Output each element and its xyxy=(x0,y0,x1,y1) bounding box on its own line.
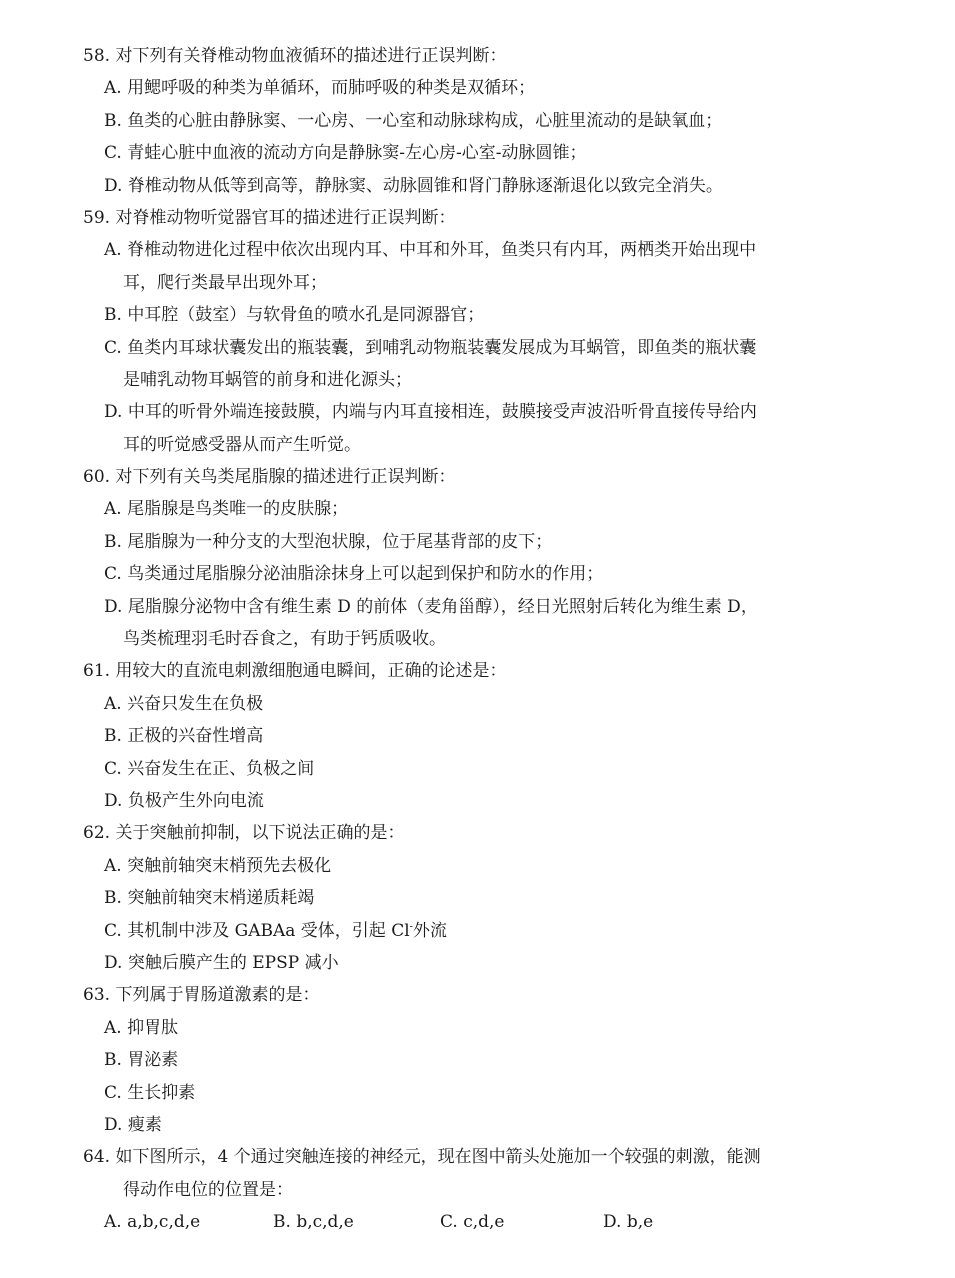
option-text: 鱼类的心脏由静脉窦、一心房、一心室和动脉球构成，心脏里流动的是缺氧血； xyxy=(127,110,723,131)
option-text: 中耳腔（鼓室）与软骨鱼的喷水孔是同源器官； xyxy=(127,305,485,326)
option xyxy=(83,526,843,558)
option-label: A. xyxy=(104,1017,122,1038)
option-text: 是哺乳动物耳蜗管的前身和进化源头； xyxy=(123,369,412,390)
option-text: 胃泌素 xyxy=(127,1050,179,1071)
option-text: 负极产生外向电流 xyxy=(127,790,264,811)
option xyxy=(83,332,843,364)
question-stem xyxy=(83,979,843,1011)
question-stem xyxy=(83,1141,843,1173)
option xyxy=(83,947,843,979)
question-number: 59. xyxy=(83,207,111,228)
option xyxy=(83,591,843,623)
option-label: C. xyxy=(104,564,122,585)
option xyxy=(83,170,843,202)
option-text: 中耳的听骨外端连接鼓膜，内端与内耳直接相连，鼓膜接受声波沿听骨直接传导给内 xyxy=(127,402,757,423)
option xyxy=(83,493,843,525)
question-61 xyxy=(83,655,843,817)
option xyxy=(83,1044,843,1076)
option-continuation xyxy=(83,429,843,461)
option-label: A. xyxy=(104,1212,122,1233)
question-64 xyxy=(83,1141,843,1238)
option-label: B. xyxy=(104,888,122,909)
question-number: 61. xyxy=(83,661,111,682)
option-label: B. xyxy=(104,110,122,131)
question-list xyxy=(83,40,843,1238)
option-text: 尾脂腺分泌物中含有维生素 D 的前体（麦角甾醇），经日光照射后转化为维生素 D， xyxy=(127,596,758,617)
option-label: C. xyxy=(104,1082,122,1103)
option-label: D. xyxy=(104,596,123,617)
option-text: b,c,d,e xyxy=(296,1212,354,1233)
option-text: a,b,c,d,e xyxy=(127,1212,201,1233)
option-label: D. xyxy=(603,1212,622,1233)
question-58 xyxy=(83,40,843,202)
option xyxy=(83,753,843,785)
option-text: 用鳃呼吸的种类为单循环，而肺呼吸的种类是双循环； xyxy=(127,78,536,99)
option-text: 瘦素 xyxy=(127,1114,162,1135)
question-62 xyxy=(83,817,843,979)
question-stem xyxy=(83,202,843,234)
option-text: 鱼类内耳球状囊发出的瓶装囊，到哺乳动物瓶装囊发展成为耳蜗管，即鱼类的瓶状囊 xyxy=(127,337,757,358)
option-text: 正极的兴奋性增高 xyxy=(127,726,264,747)
option xyxy=(83,915,843,947)
question-59 xyxy=(83,202,843,461)
option xyxy=(83,1109,843,1141)
option-label: A. xyxy=(104,240,122,261)
option xyxy=(83,137,843,169)
question-stem-text: 对脊椎动物听觉器官耳的描述进行正误判断： xyxy=(115,207,456,228)
question-stem-text: 对下列有关脊椎动物血液循环的描述进行正误判断： xyxy=(115,46,507,66)
option-text: 突触前轴突末梢递质耗竭 xyxy=(127,888,315,909)
option-text-after: 外流 xyxy=(413,920,448,941)
option xyxy=(83,1012,843,1044)
option xyxy=(83,850,843,882)
option-text: 鸟类梳理羽毛时吞食之，有助于钙质吸收。 xyxy=(123,629,446,650)
question-stem-text: 如下图所示，4 个通过突触连接的神经元，现在图中箭头处施加一个较强的刺激，能测 xyxy=(115,1147,761,1168)
question-60 xyxy=(83,461,843,655)
option-text: 脊椎动物从低等到高等，静脉窦、动脉圆锥和肾门静脉逐渐退化以致完全消失。 xyxy=(127,175,723,196)
option-text: 耳，爬行类最早出现外耳； xyxy=(123,272,327,293)
option-label: B. xyxy=(104,1050,122,1071)
option-label: D. xyxy=(104,175,123,196)
option-label: C. xyxy=(104,143,122,164)
option-text: c,d,e xyxy=(463,1212,505,1233)
answer-option xyxy=(104,1206,273,1238)
question-stem-text: 关于突触前抑制，以下说法正确的是： xyxy=(115,823,405,844)
answer-row xyxy=(83,1206,843,1238)
question-stem-text: 得动作电位的位置是： xyxy=(123,1179,293,1200)
option-label: B. xyxy=(273,1212,291,1233)
option xyxy=(83,688,843,720)
option xyxy=(83,299,843,331)
option-text: 突触前轴突末梢预先去极化 xyxy=(127,855,332,876)
option-text: 鸟类通过尾脂腺分泌油脂涂抹身上可以起到保护和防水的作用； xyxy=(127,564,604,585)
option-label: B. xyxy=(104,531,122,552)
option xyxy=(83,558,843,590)
option xyxy=(83,1077,843,1109)
option-label: D. xyxy=(104,952,123,973)
question-stem xyxy=(83,817,843,849)
option-text: 青蛙心脏中血液的流动方向是静脉窦-左心房-心室-动脉圆锥； xyxy=(127,143,587,164)
option-continuation xyxy=(83,623,843,655)
option-text: b,e xyxy=(626,1212,654,1233)
option-label: D. xyxy=(104,790,123,811)
option-label: A. xyxy=(104,78,122,99)
superscript: - xyxy=(409,920,414,932)
option-text: 兴奋只发生在负极 xyxy=(127,693,264,714)
option-label: D. xyxy=(104,402,123,423)
question-stem-continuation xyxy=(83,1174,843,1206)
option xyxy=(83,785,843,817)
question-number: 62. xyxy=(83,823,111,844)
option xyxy=(83,396,843,428)
option-label: A. xyxy=(104,499,122,520)
answer-option xyxy=(273,1206,440,1238)
option xyxy=(83,105,843,137)
question-stem xyxy=(83,461,843,493)
option-text: 兴奋发生在正、负极之间 xyxy=(127,758,315,779)
option-label: C. xyxy=(104,337,122,358)
answer-option xyxy=(440,1206,603,1238)
question-stem xyxy=(83,655,843,687)
option xyxy=(83,234,843,266)
option-label: C. xyxy=(440,1212,458,1233)
question-63 xyxy=(83,979,843,1141)
option-text: 其机制中涉及 GABAa 受体，引起 Cl xyxy=(127,920,410,941)
option-continuation xyxy=(83,364,843,396)
question-stem-text: 下列属于胃肠道激素的是： xyxy=(115,985,320,1006)
option-text: 耳的听觉感受器从而产生听觉。 xyxy=(123,434,361,455)
option-label: C. xyxy=(104,920,122,941)
option-label: C. xyxy=(104,758,122,779)
option-label: B. xyxy=(104,726,122,747)
option-label: D. xyxy=(104,1114,123,1135)
option-text: 突触后膜产生的 EPSP 减小 xyxy=(127,952,339,973)
question-number: 64. xyxy=(83,1147,111,1168)
option-text: 脊椎动物进化过程中依次出现内耳、中耳和外耳，鱼类只有内耳，两栖类开始出现中 xyxy=(127,240,757,261)
option-continuation xyxy=(83,267,843,299)
question-number: 58. xyxy=(83,46,111,66)
question-stem-text: 用较大的直流电刺激细胞通电瞬间，正确的论述是： xyxy=(115,661,507,682)
option-text: 尾脂腺为一种分支的大型泡状腺，位于尾基背部的皮下； xyxy=(127,531,553,552)
answer-option xyxy=(603,1206,653,1238)
option-text: 抑胃肽 xyxy=(127,1017,179,1038)
option-label: A. xyxy=(104,855,122,876)
option-label: B. xyxy=(104,305,122,326)
question-stem xyxy=(83,40,843,72)
option xyxy=(83,720,843,752)
option-text: 尾脂腺是鸟类唯一的皮肤腺； xyxy=(127,499,349,520)
question-stem-text: 对下列有关鸟类尾脂腺的描述进行正误判断： xyxy=(115,467,456,488)
question-number: 60. xyxy=(83,467,111,488)
question-number: 63. xyxy=(83,985,111,1006)
option xyxy=(83,882,843,914)
option-label: A. xyxy=(104,693,122,714)
option xyxy=(83,72,843,104)
option-text: 生长抑素 xyxy=(127,1082,196,1103)
